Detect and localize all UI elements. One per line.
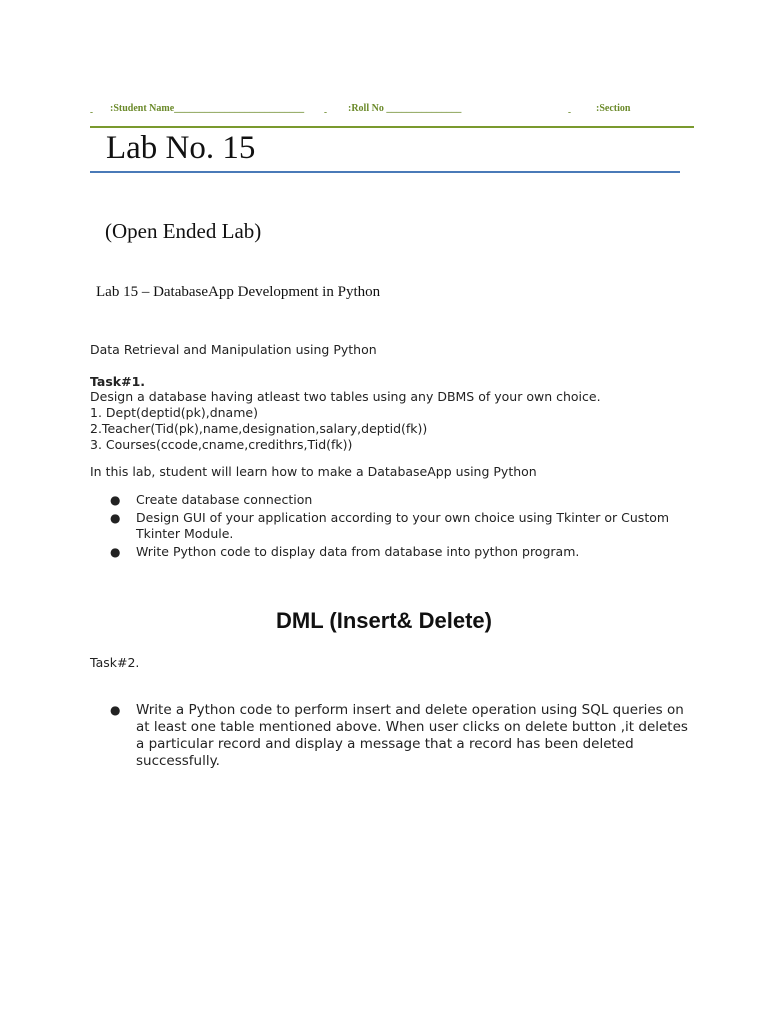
- header-mark: -: [90, 107, 93, 117]
- lab-heading: Lab 15 – DatabaseApp Development in Python: [96, 284, 381, 300]
- section-field: :Section: [596, 103, 631, 114]
- intro-text: Data Retrieval and Manipulation using Python: [90, 342, 377, 357]
- list-item-text: Design GUI of your application according to your own choice using Tkinter or Custom Tkinter Module.: [136, 510, 670, 541]
- list-item-text: Write Python code to display data from database into python program.: [136, 544, 580, 559]
- bullet-icon: ●: [110, 493, 121, 507]
- page-title: Lab No. 15: [106, 130, 256, 166]
- task1-label: Task#1.: [90, 374, 146, 389]
- table-item: 1. Dept(deptid(pk),dname): [90, 405, 258, 420]
- page-subtitle: (Open Ended Lab): [105, 219, 262, 243]
- bullet-icon: ●: [110, 703, 121, 717]
- student-info-header: [90, 103, 694, 119]
- title-divider: [90, 171, 680, 173]
- list-item-text: Create database connection: [136, 492, 313, 507]
- objectives-list: [110, 492, 670, 562]
- bullet-icon: ●: [110, 511, 121, 525]
- lab-description: In this lab, student will learn how to make a DatabaseApp using Python: [90, 464, 537, 479]
- header-mark: -: [324, 107, 327, 117]
- list-item: [110, 510, 670, 542]
- list-item-text: Write a Python code to perform insert and delete operation using SQL queries on at least one table mentioned above. When user clicks on delete button ,it deletes a particular record and display a message that a record has been deleted successfully.: [136, 702, 688, 769]
- task2-list: [110, 702, 690, 770]
- list-item: [110, 702, 690, 770]
- list-item: [110, 492, 670, 508]
- table-item: 3. Courses(ccode,cname,credithrs,Tid(fk)): [90, 437, 353, 452]
- list-item: [110, 544, 670, 560]
- section-heading-dml: DML (Insert& Delete): [276, 608, 492, 633]
- bullet-icon: ●: [110, 545, 121, 559]
- header-mark: -: [568, 107, 571, 117]
- student-name-field: :Student Name__________________________: [110, 103, 305, 114]
- task1-description: Design a database having atleast two tables using any DBMS of your own choice.: [90, 389, 601, 404]
- table-item: 2.Teacher(Tid(pk),name,designation,salary,deptid(fk)): [90, 421, 428, 436]
- roll-no-field: :Roll No _______________: [348, 103, 462, 114]
- task2-label: Task#2.: [90, 655, 140, 670]
